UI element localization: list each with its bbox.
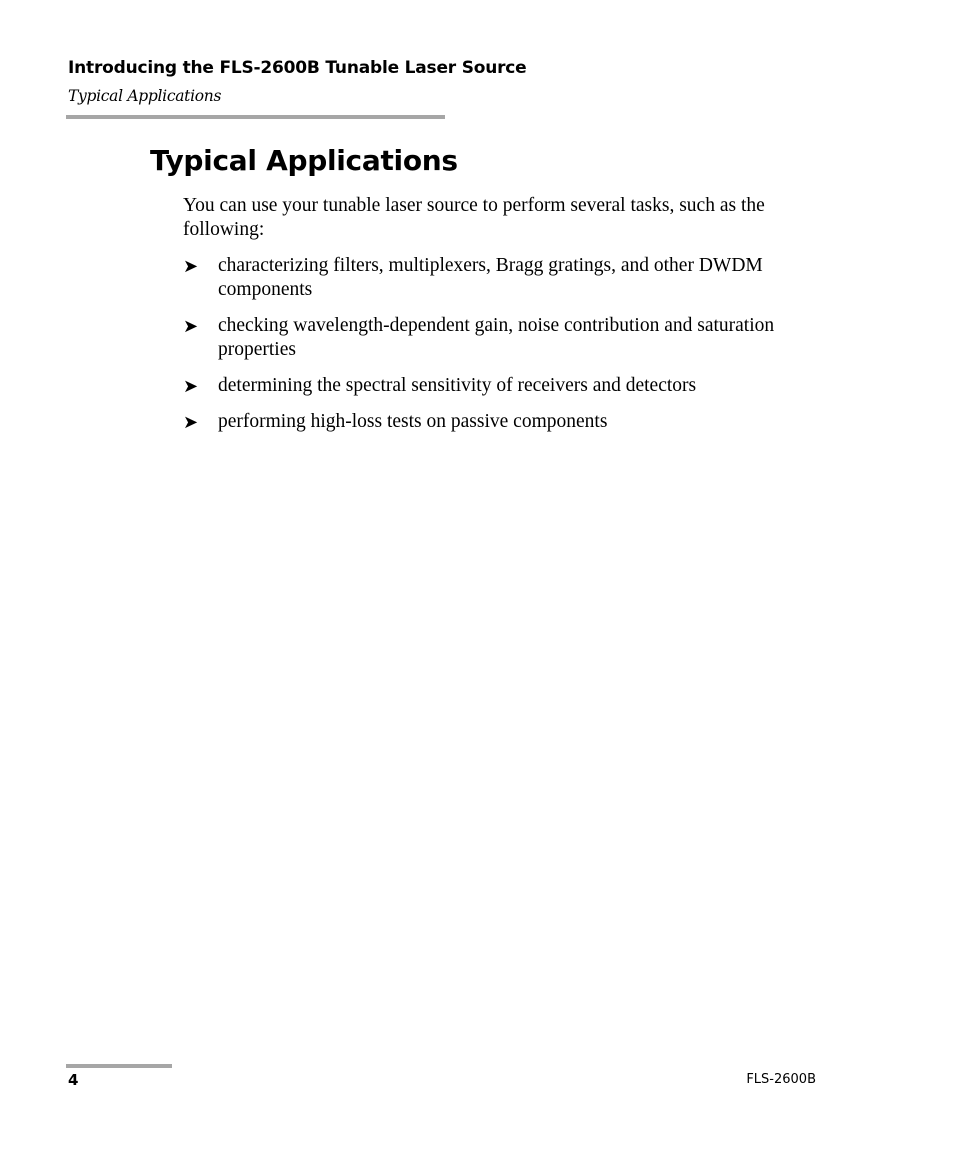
- section-heading: Typical Applications: [150, 144, 458, 177]
- footer-product-name: FLS-2600B: [746, 1072, 816, 1087]
- list-item: [183, 374, 798, 398]
- section-body: [183, 194, 833, 446]
- application-list: [183, 254, 833, 434]
- intro-paragraph: You can use your tunable laser source to perform several tasks, such as the following:: [183, 195, 765, 240]
- list-item-text: characterizing filters, multiplexers, Bragg gratings, and other DWDM components: [218, 255, 763, 300]
- arrowhead-right-icon: ➤: [183, 316, 199, 337]
- arrowhead-right-icon: ➤: [183, 256, 199, 277]
- list-item-text: performing high-loss tests on passive components: [218, 411, 608, 432]
- footer-rule: [66, 1064, 172, 1068]
- list-item: [183, 314, 798, 362]
- page-number: 4: [68, 1071, 79, 1089]
- running-chapter-title: Introducing the FLS-2600B Tunable Laser Source: [68, 58, 527, 78]
- running-section-title: Typical Applications: [68, 87, 222, 105]
- list-item-text: determining the spectral sensitivity of receivers and detectors: [218, 375, 697, 396]
- arrowhead-right-icon: ➤: [183, 412, 199, 433]
- arrowhead-right-icon: ➤: [183, 376, 199, 397]
- list-item: [183, 410, 798, 434]
- list-item: [183, 254, 798, 302]
- list-item-text: checking wavelength-dependent gain, noise contribution and saturation properties: [218, 315, 775, 360]
- running-header: [68, 57, 768, 106]
- header-rule: [66, 115, 445, 119]
